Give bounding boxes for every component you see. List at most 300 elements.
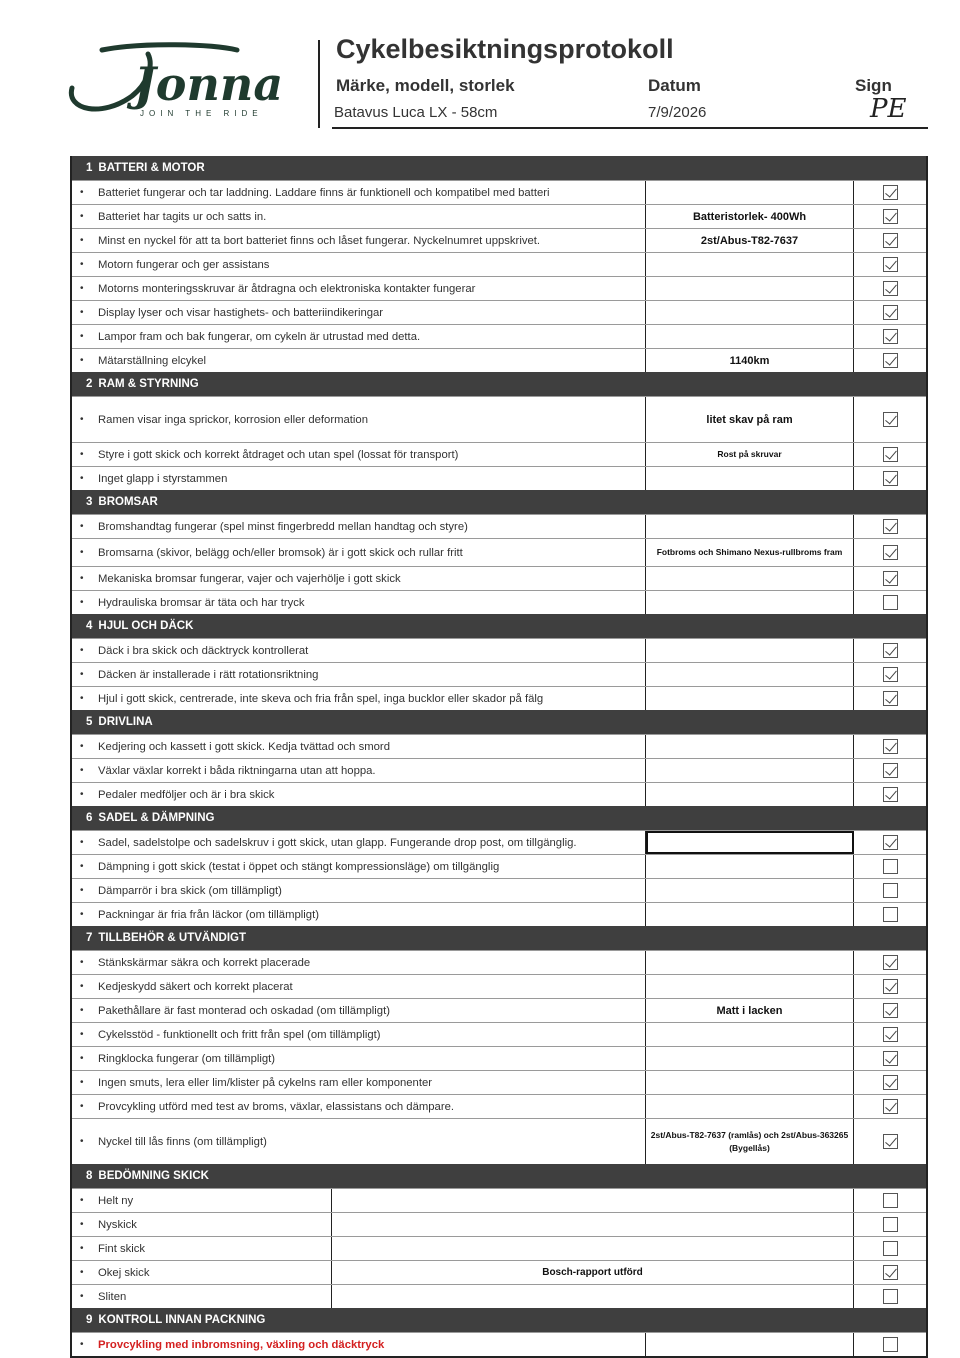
row-label: Bromshandtag fungerar (spel minst fingerbredd mellan handtag och styre): [98, 520, 468, 533]
checked-checkbox[interactable]: [883, 329, 898, 344]
row-check-cell: [854, 999, 926, 1022]
row-text-cell: [72, 951, 646, 974]
checked-checkbox[interactable]: [883, 233, 898, 248]
section-header: [72, 926, 926, 950]
row-note-field[interactable]: [646, 467, 854, 490]
row-label: Hjul i gott skick, centrerade, inte skeva och fria från spel, inga bucklor eller skador på fälg: [98, 692, 544, 705]
row-check-cell: [854, 1213, 926, 1236]
section-title: RAM & STYRNING: [98, 378, 199, 390]
checklist-row: [72, 902, 926, 926]
row-text-cell: [72, 1023, 646, 1046]
header-divider: [318, 40, 320, 128]
row-label: Dämpning i gott skick (testat i öppet och stängt kompressionsläge) om tillgänglig: [98, 860, 500, 873]
checked-checkbox[interactable]: [883, 979, 898, 994]
row-check-cell: [854, 229, 926, 252]
row-text-cell: [72, 735, 646, 758]
row-note-field[interactable]: [646, 301, 854, 324]
section-title: DRIVLINA: [98, 716, 153, 728]
row-label: Display lyser och visar hastighets- och batteriindikeringar: [98, 306, 384, 319]
bullet-icon: •: [80, 1053, 84, 1064]
sign-label: Sign: [855, 76, 892, 95]
row-label: Bromsarna (skivor, belägg och/eller bromsok) är i gott skick och rullar fritt: [98, 546, 463, 559]
row-note-field[interactable]: [646, 181, 854, 204]
bullet-icon: •: [80, 909, 84, 920]
checklist-row: [72, 1094, 926, 1118]
section-header: [72, 806, 926, 830]
checklist-row: [72, 854, 926, 878]
row-check-cell: [854, 1071, 926, 1094]
row-note-field[interactable]: Fotbroms och Shimano Nexus-rullbroms fram: [646, 539, 854, 566]
row-text-cell: [72, 1095, 646, 1118]
bullet-icon: •: [80, 355, 84, 366]
document-header: [0, 0, 960, 140]
logo-tagline: JOIN THE RIDE: [140, 109, 263, 118]
row-text-cell: [72, 831, 646, 854]
bullet-icon: •: [80, 1077, 84, 1088]
row-note-field[interactable]: [646, 1071, 854, 1094]
row-label: Kedjering och kassett i gott skick. Kedja tvättad och smord: [98, 740, 390, 753]
bullet-icon: •: [80, 861, 84, 872]
checked-checkbox[interactable]: [883, 353, 898, 368]
row-text-cell: [72, 229, 646, 252]
row-note-field[interactable]: [646, 903, 854, 926]
row-label: Batteriet har tagits ur och satts in.: [98, 210, 267, 223]
bullet-icon: •: [80, 741, 84, 752]
empty-checkbox[interactable]: [883, 1289, 898, 1304]
checklist-row: [72, 348, 926, 372]
checked-checkbox[interactable]: [883, 571, 898, 586]
row-note-field[interactable]: [332, 1189, 854, 1212]
checklist-row: [72, 758, 926, 782]
row-check-cell: [854, 663, 926, 686]
row-label: Växlar växlar korrekt i båda riktningarna utan att hoppa.: [98, 764, 376, 777]
section-header: [72, 1308, 926, 1332]
checked-checkbox[interactable]: [883, 763, 898, 778]
section-title: BEDÖMNING SKICK: [98, 1170, 209, 1182]
row-check-cell: [854, 1189, 926, 1212]
row-note-field[interactable]: [646, 1333, 854, 1356]
checked-checkbox[interactable]: [883, 1027, 898, 1042]
checklist-row: [72, 204, 926, 228]
row-check-cell: [854, 467, 926, 490]
bullet-icon: •: [80, 187, 84, 198]
row-label: Provcykling med inbromsning, växling och däcktryck: [98, 1338, 385, 1351]
bullet-icon: •: [80, 669, 84, 680]
row-text-cell: [72, 639, 646, 662]
row-text-cell: [72, 879, 646, 902]
checklist-row: [72, 638, 926, 662]
bullet-icon: •: [80, 765, 84, 776]
checklist-row: [72, 830, 926, 854]
row-label: Styre i gott skick och korrekt åtdraget och utan spel (lossat för transport): [98, 448, 459, 461]
checklist-row: [72, 300, 926, 324]
row-label: Motorns monteringsskruvar är åtdragna och elektroniska kontakter fungerar: [98, 282, 476, 295]
row-note-field[interactable]: litet skav på ram: [646, 397, 854, 442]
row-label: Motorn fungerar och ger assistans: [98, 258, 270, 271]
section-header: [72, 490, 926, 514]
checklist-row: [72, 1212, 926, 1236]
section-number: 5: [86, 716, 93, 728]
row-note-field[interactable]: [646, 253, 854, 276]
checked-checkbox[interactable]: [883, 1003, 898, 1018]
section-title: BROMSAR: [98, 496, 158, 508]
logo-wordmark: Jonna: [134, 57, 284, 111]
checked-checkbox[interactable]: [883, 643, 898, 658]
bullet-icon: •: [80, 885, 84, 896]
checklist-row: [72, 1236, 926, 1260]
checked-checkbox[interactable]: [883, 835, 898, 850]
checklist-row: [72, 950, 926, 974]
section-number: 1: [86, 162, 93, 174]
row-check-cell: [854, 1047, 926, 1070]
row-check-cell: [854, 539, 926, 566]
section-number: 9: [86, 1314, 93, 1326]
bullet-icon: •: [80, 1005, 84, 1016]
empty-checkbox[interactable]: [883, 1337, 898, 1352]
row-check-cell: [854, 783, 926, 806]
bullet-icon: •: [80, 597, 84, 608]
row-text-cell: [72, 1119, 646, 1164]
row-label: Pakethållare är fast monterad och oskadad (om tillämpligt): [98, 1004, 390, 1017]
header-underline: [332, 127, 928, 129]
bullet-icon: •: [80, 1291, 84, 1302]
empty-checkbox[interactable]: [883, 907, 898, 922]
row-label: Dämparrör i bra skick (om tillämpligt): [98, 884, 282, 897]
bullet-icon: •: [80, 645, 84, 656]
row-note-field[interactable]: 2st/Abus-T82-7637: [646, 229, 854, 252]
checked-checkbox[interactable]: [883, 471, 898, 486]
section-title: SADEL & DÄMPNING: [98, 812, 215, 824]
checklist-row: [72, 782, 926, 806]
row-check-cell: [854, 567, 926, 590]
row-note-field[interactable]: [646, 831, 854, 854]
checklist-row: [72, 590, 926, 614]
row-text-cell: [72, 1261, 332, 1284]
row-check-cell: [854, 1023, 926, 1046]
row-label: Sadel, sadelstolpe och sadelskruv i gott skick, utan glapp. Fungerande drop post, om tillgänglig.: [98, 836, 577, 849]
row-label: Hydrauliska bromsar är täta och har tryck: [98, 596, 305, 609]
row-note-field[interactable]: [646, 783, 854, 806]
row-label: Okej skick: [98, 1266, 150, 1279]
checklist-row: [72, 878, 926, 902]
row-text-cell: [72, 539, 646, 566]
checklist-row: [72, 442, 926, 466]
bullet-icon: •: [80, 789, 84, 800]
row-label: Mätarställning elcykel: [98, 354, 206, 367]
row-text-cell: [72, 1189, 332, 1212]
row-text-cell: [72, 975, 646, 998]
checked-checkbox[interactable]: [883, 412, 898, 427]
checked-checkbox[interactable]: [883, 545, 898, 560]
row-label: Pedaler medföljer och är i bra skick: [98, 788, 275, 801]
model-label: Märke, modell, storlek: [336, 76, 515, 95]
row-note-field[interactable]: [646, 1095, 854, 1118]
checklist-row: [72, 1046, 926, 1070]
checklist-row: [72, 466, 926, 490]
checklist-row: [72, 566, 926, 590]
bullet-icon: •: [80, 1243, 84, 1254]
checked-checkbox[interactable]: [883, 1075, 898, 1090]
row-check-cell: [854, 879, 926, 902]
row-text-cell: [72, 325, 646, 348]
empty-checkbox[interactable]: [883, 1217, 898, 1232]
bullet-icon: •: [80, 259, 84, 270]
bullet-icon: •: [80, 837, 84, 848]
row-note-field[interactable]: Rost på skruvar: [646, 443, 854, 466]
row-check-cell: [854, 1333, 926, 1356]
section-title: BATTERI & MOTOR: [98, 162, 205, 174]
bullet-icon: •: [80, 235, 84, 246]
row-text-cell: [72, 663, 646, 686]
bullet-icon: •: [80, 283, 84, 294]
checklist-row: [72, 1022, 926, 1046]
row-text-cell: [72, 1237, 332, 1260]
row-label: Kedjeskydd säkert och korrekt placerat: [98, 980, 293, 993]
row-check-cell: [854, 349, 926, 372]
bullet-icon: •: [80, 449, 84, 460]
row-note-field[interactable]: [646, 325, 854, 348]
row-note-field[interactable]: [646, 663, 854, 686]
row-check-cell: [854, 1095, 926, 1118]
checklist-row: [72, 1332, 926, 1356]
row-check-cell: [854, 687, 926, 710]
row-note-field[interactable]: Batteristorlek- 400Wh: [646, 205, 854, 228]
checklist-row: [72, 1188, 926, 1212]
row-check-cell: [854, 325, 926, 348]
row-label: Däcken är installerade i rätt rotationsriktning: [98, 668, 319, 681]
row-label: Helt ny: [98, 1194, 134, 1207]
row-check-cell: [854, 205, 926, 228]
checked-checkbox[interactable]: [883, 1051, 898, 1066]
row-label: Ingen smuts, lera eller lim/klister på cykelns ram eller komponenter: [98, 1076, 433, 1089]
row-note-field[interactable]: [646, 879, 854, 902]
row-note-field[interactable]: [646, 567, 854, 590]
checked-checkbox[interactable]: [883, 787, 898, 802]
row-text-cell: [72, 1071, 646, 1094]
bullet-icon: •: [80, 547, 84, 558]
row-note-field[interactable]: [646, 687, 854, 710]
bullet-icon: •: [80, 1101, 84, 1112]
row-note-field[interactable]: Matt i lacken: [646, 999, 854, 1022]
date-label: Datum: [648, 76, 701, 95]
row-note-field[interactable]: [332, 1213, 854, 1236]
row-text-cell: [72, 181, 646, 204]
bullet-icon: •: [80, 211, 84, 222]
checklist-row: [72, 228, 926, 252]
row-check-cell: [854, 855, 926, 878]
row-text-cell: [72, 999, 646, 1022]
row-check-cell: [854, 253, 926, 276]
checklist-row: [72, 324, 926, 348]
section-number: 6: [86, 812, 93, 824]
row-check-cell: [854, 443, 926, 466]
row-note-field[interactable]: [646, 735, 854, 758]
row-label: Sliten: [98, 1290, 127, 1303]
row-check-cell: [854, 515, 926, 538]
empty-checkbox[interactable]: [883, 883, 898, 898]
row-text-cell: [72, 591, 646, 614]
empty-checkbox[interactable]: [883, 1241, 898, 1256]
checked-checkbox[interactable]: [883, 305, 898, 320]
row-text-cell: [72, 277, 646, 300]
bullet-icon: •: [80, 473, 84, 484]
row-text-cell: [72, 1285, 332, 1308]
row-check-cell: [854, 1261, 926, 1284]
page-title: Cykelbesiktningsprotokoll: [336, 34, 674, 64]
bullet-icon: •: [80, 307, 84, 318]
row-check-cell: [854, 1237, 926, 1260]
inspection-table: [70, 156, 928, 1358]
row-label: Mekaniska bromsar fungerar, vajer och vajerhölje i gott skick: [98, 572, 401, 585]
bullet-icon: •: [80, 414, 84, 425]
empty-checkbox[interactable]: [883, 595, 898, 610]
row-label: Ramen visar inga sprickor, korrosion eller deformation: [98, 413, 368, 426]
section-header: [72, 614, 926, 638]
checked-checkbox[interactable]: [883, 447, 898, 462]
row-text-cell: [72, 205, 646, 228]
bullet-icon: •: [80, 957, 84, 968]
checklist-row: [72, 396, 926, 442]
row-label: Batteriet fungerar och tar laddning. Laddare finns är funktionell och kompatibel med batteri: [98, 186, 550, 199]
row-text-cell: [72, 301, 646, 324]
empty-checkbox[interactable]: [883, 859, 898, 874]
row-note-field[interactable]: [332, 1237, 854, 1260]
bullet-icon: •: [80, 1136, 84, 1147]
checklist-row: [72, 998, 926, 1022]
bullet-icon: •: [80, 693, 84, 704]
checked-checkbox[interactable]: [883, 667, 898, 682]
row-text-cell: [72, 515, 646, 538]
checklist-row: [72, 276, 926, 300]
checklist-row: [72, 180, 926, 204]
section-number: 7: [86, 932, 93, 944]
row-note-field[interactable]: Bosch-rapport utförd: [332, 1261, 854, 1284]
checked-checkbox[interactable]: [883, 185, 898, 200]
row-note-field[interactable]: [646, 515, 854, 538]
row-check-cell: [854, 591, 926, 614]
bullet-icon: •: [80, 521, 84, 532]
row-check-cell: [854, 181, 926, 204]
row-check-cell: [854, 903, 926, 926]
row-label: Ringklocka fungerar (om tillämpligt): [98, 1052, 276, 1065]
row-note-field[interactable]: 2st/Abus-T82-7637 (ramlås) och 2st/Abus-363265 (Bygellås): [646, 1119, 854, 1164]
row-label: Fint skick: [98, 1242, 146, 1255]
row-note-field[interactable]: 1140km: [646, 349, 854, 372]
checked-checkbox[interactable]: [883, 519, 898, 534]
row-label: Stänkskärmar säkra och korrekt placerade: [98, 956, 311, 969]
checked-checkbox[interactable]: [883, 281, 898, 296]
row-note-field[interactable]: [646, 277, 854, 300]
section-title: TILLBEHÖR & UTVÄNDIGT: [98, 932, 246, 944]
row-text-cell: [72, 1047, 646, 1070]
row-text-cell: [72, 349, 646, 372]
checked-checkbox[interactable]: [883, 1265, 898, 1280]
checklist-row: [72, 686, 926, 710]
section-header: [72, 156, 926, 180]
bullet-icon: •: [80, 573, 84, 584]
checked-checkbox[interactable]: [883, 209, 898, 224]
row-note-field[interactable]: [646, 855, 854, 878]
checklist-row: [72, 1118, 926, 1164]
row-text-cell: [72, 903, 646, 926]
bullet-icon: •: [80, 1195, 84, 1206]
row-note-field[interactable]: [646, 759, 854, 782]
bullet-icon: •: [80, 1219, 84, 1230]
row-label: Inget glapp i styrstammen: [98, 472, 228, 485]
row-text-cell: [72, 253, 646, 276]
row-label: Nyckel till lås finns (om tillämpligt): [98, 1135, 267, 1148]
row-label: Packningar är fria från läckor (om tillämpligt): [98, 908, 319, 921]
bullet-icon: •: [80, 1267, 84, 1278]
row-text-cell: [72, 1333, 646, 1356]
checklist-row: [72, 252, 926, 276]
model-value: Batavus Luca LX - 58cm: [334, 104, 498, 121]
row-check-cell: [854, 301, 926, 324]
bullet-icon: •: [80, 331, 84, 342]
row-text-cell: [72, 759, 646, 782]
row-text-cell: [72, 397, 646, 442]
row-note-field[interactable]: [646, 975, 854, 998]
row-label: Provcykling utförd med test av broms, växlar, elassistans och dämpare.: [98, 1100, 455, 1113]
section-number: 3: [86, 496, 93, 508]
row-text-cell: [72, 443, 646, 466]
row-check-cell: [854, 951, 926, 974]
empty-checkbox[interactable]: [883, 1193, 898, 1208]
checklist-row: [72, 514, 926, 538]
row-check-cell: [854, 1119, 926, 1164]
checked-checkbox[interactable]: [883, 691, 898, 706]
row-check-cell: [854, 397, 926, 442]
checked-checkbox[interactable]: [883, 257, 898, 272]
row-check-cell: [854, 1285, 926, 1308]
checklist-row: [72, 1070, 926, 1094]
checklist-row: [72, 538, 926, 566]
row-label: Cykelsstöd - funktionellt och fritt från spel (om tillämpligt): [98, 1028, 381, 1041]
section-title: HJUL OCH DÄCK: [98, 620, 194, 632]
row-note-field[interactable]: [646, 1047, 854, 1070]
row-note-field[interactable]: [646, 591, 854, 614]
section-number: 8: [86, 1170, 93, 1182]
row-check-cell: [854, 831, 926, 854]
row-label: Nyskick: [98, 1218, 137, 1231]
date-value: 7/9/2026: [648, 104, 707, 121]
row-label: Lampor fram och bak fungerar, om cykeln är utrustad med detta.: [98, 330, 421, 343]
signature: PE: [870, 94, 907, 124]
checklist-row: [72, 662, 926, 686]
section-title: KONTROLL INNAN PACKNING: [98, 1314, 266, 1326]
row-note-field[interactable]: [646, 1023, 854, 1046]
row-label: Minst en nyckel för att ta bort batteriet finns och låset fungerar. Nyckelnumret uppskrivet.: [98, 234, 541, 247]
checked-checkbox[interactable]: [883, 955, 898, 970]
row-check-cell: [854, 639, 926, 662]
row-label: Däck i bra skick och däcktryck kontrollerat: [98, 644, 309, 657]
checklist-row: [72, 1284, 926, 1308]
row-note-field[interactable]: [646, 639, 854, 662]
section-number: 2: [86, 378, 93, 390]
bullet-icon: •: [80, 1029, 84, 1040]
row-text-cell: [72, 783, 646, 806]
row-text-cell: [72, 567, 646, 590]
bullet-icon: •: [80, 981, 84, 992]
checklist-row: [72, 974, 926, 998]
checked-checkbox[interactable]: [883, 1134, 898, 1149]
row-text-cell: [72, 467, 646, 490]
row-note-field[interactable]: [646, 951, 854, 974]
row-text-cell: [72, 687, 646, 710]
checked-checkbox[interactable]: [883, 1099, 898, 1114]
row-note-field[interactable]: [332, 1285, 854, 1308]
checked-checkbox[interactable]: [883, 739, 898, 754]
